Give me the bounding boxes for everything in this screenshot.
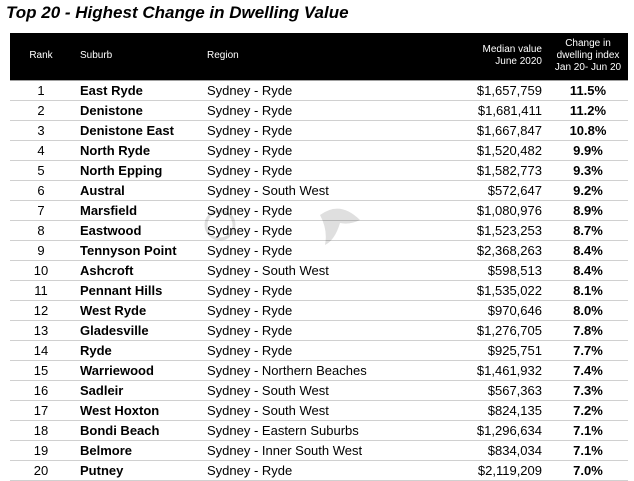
cell-rank: 14 (10, 340, 72, 360)
cell-rank: 17 (10, 400, 72, 420)
header-change-line2: dwelling index (556, 50, 620, 62)
table-row (10, 300, 628, 320)
cell-region: Sydney - Northern Beaches (201, 360, 431, 380)
table-row (10, 400, 628, 420)
dwelling-value-table (10, 33, 628, 481)
cell-suburb: Eastwood (72, 220, 201, 240)
cell-rank: 13 (10, 320, 72, 340)
cell-change: 7.1% (548, 440, 628, 460)
cell-region: Sydney - Ryde (201, 220, 431, 240)
cell-change: 7.4% (548, 360, 628, 380)
cell-median-value: $1,582,773 (431, 160, 548, 180)
cell-rank: 7 (10, 200, 72, 220)
cell-rank: 11 (10, 280, 72, 300)
table-row (10, 360, 628, 380)
table-row (10, 320, 628, 340)
cell-rank: 12 (10, 300, 72, 320)
cell-suburb: Bondi Beach (72, 420, 201, 440)
cell-median-value: $1,667,847 (431, 120, 548, 140)
cell-median-value: $572,647 (431, 180, 548, 200)
header-suburb: Suburb (80, 50, 113, 62)
cell-change: 9.9% (548, 140, 628, 160)
cell-rank: 2 (10, 100, 72, 120)
cell-region: Sydney - Eastern Suburbs (201, 420, 431, 440)
header-median-value-line2: June 2020 (495, 56, 542, 68)
cell-rank: 6 (10, 180, 72, 200)
cell-median-value: $1,276,705 (431, 320, 548, 340)
cell-suburb: Gladesville (72, 320, 201, 340)
cell-region: Sydney - South West (201, 260, 431, 280)
cell-region: Sydney - Ryde (201, 120, 431, 140)
cell-suburb: Ryde (72, 340, 201, 360)
table-row (10, 280, 628, 300)
cell-region: Sydney - Ryde (201, 160, 431, 180)
cell-rank: 18 (10, 420, 72, 440)
cell-median-value: $824,135 (431, 400, 548, 420)
cell-region: Sydney - Ryde (201, 320, 431, 340)
cell-change: 7.3% (548, 380, 628, 400)
cell-region: Sydney - Ryde (201, 80, 431, 100)
cell-suburb: Denistone East (72, 120, 201, 140)
cell-change: 11.2% (548, 100, 628, 120)
cell-rank: 5 (10, 160, 72, 180)
cell-median-value: $598,513 (431, 260, 548, 280)
cell-change: 8.7% (548, 220, 628, 240)
cell-change: 9.2% (548, 180, 628, 200)
cell-median-value: $1,523,253 (431, 220, 548, 240)
cell-region: Sydney - Inner South West (201, 440, 431, 460)
cell-change: 7.1% (548, 420, 628, 440)
cell-median-value: $1,296,634 (431, 420, 548, 440)
cell-change: 7.0% (548, 460, 628, 480)
cell-region: Sydney - Ryde (201, 460, 431, 480)
table-row (10, 160, 628, 180)
cell-median-value: $834,034 (431, 440, 548, 460)
cell-median-value: $2,368,263 (431, 240, 548, 260)
cell-suburb: North Ryde (72, 140, 201, 160)
cell-rank: 19 (10, 440, 72, 460)
cell-change: 7.7% (548, 340, 628, 360)
cell-suburb: Denistone (72, 100, 201, 120)
header-region: Region (207, 50, 239, 62)
cell-region: Sydney - Ryde (201, 200, 431, 220)
table-row (10, 120, 628, 140)
table-row (10, 80, 628, 100)
cell-rank: 9 (10, 240, 72, 260)
table-row (10, 260, 628, 280)
table-row (10, 240, 628, 260)
cell-change: 10.8% (548, 120, 628, 140)
cell-change: 7.2% (548, 400, 628, 420)
cell-suburb: Warriewood (72, 360, 201, 380)
cell-median-value: $1,535,022 (431, 280, 548, 300)
cell-rank: 8 (10, 220, 72, 240)
cell-median-value: $1,657,759 (431, 80, 548, 100)
table-row (10, 380, 628, 400)
cell-suburb: Pennant Hills (72, 280, 201, 300)
cell-suburb: East Ryde (72, 80, 201, 100)
cell-median-value: $925,751 (431, 340, 548, 360)
cell-rank: 10 (10, 260, 72, 280)
table-header (10, 33, 628, 80)
cell-change: 8.4% (548, 240, 628, 260)
cell-change: 8.4% (548, 260, 628, 280)
cell-suburb: Tennyson Point (72, 240, 201, 260)
cell-change: 8.1% (548, 280, 628, 300)
cell-suburb: Ashcroft (72, 260, 201, 280)
cell-region: Sydney - Ryde (201, 100, 431, 120)
cell-suburb: Sadleir (72, 380, 201, 400)
header-row (10, 33, 628, 80)
cell-rank: 3 (10, 120, 72, 140)
cell-region: Sydney - Ryde (201, 140, 431, 160)
cell-region: Sydney - South West (201, 180, 431, 200)
cell-region: Sydney - Ryde (201, 280, 431, 300)
table-row (10, 180, 628, 200)
table-row (10, 100, 628, 120)
cell-rank: 16 (10, 380, 72, 400)
table-row (10, 440, 628, 460)
table-row (10, 460, 628, 480)
cell-rank: 4 (10, 140, 72, 160)
cell-median-value: $2,119,209 (431, 460, 548, 480)
cell-suburb: Belmore (72, 440, 201, 460)
cell-region: Sydney - South West (201, 400, 431, 420)
cell-change: 7.8% (548, 320, 628, 340)
cell-rank: 1 (10, 80, 72, 100)
cell-rank: 15 (10, 360, 72, 380)
cell-rank: 20 (10, 460, 72, 480)
cell-median-value: $1,080,976 (431, 200, 548, 220)
table-body (10, 80, 628, 480)
dwelling-value-table-container (10, 33, 628, 481)
header-change-line3: Jan 20- Jun 20 (554, 62, 622, 74)
cell-median-value: $567,363 (431, 380, 548, 400)
cell-region: Sydney - South West (201, 380, 431, 400)
cell-median-value: $1,461,932 (431, 360, 548, 380)
cell-median-value: $970,646 (431, 300, 548, 320)
cell-change: 8.9% (548, 200, 628, 220)
cell-region: Sydney - Ryde (201, 240, 431, 260)
table-row (10, 420, 628, 440)
cell-suburb: Austral (72, 180, 201, 200)
cell-suburb: West Hoxton (72, 400, 201, 420)
cell-suburb: North Epping (72, 160, 201, 180)
cell-change: 8.0% (548, 300, 628, 320)
cell-region: Sydney - Ryde (201, 340, 431, 360)
cell-region: Sydney - Ryde (201, 300, 431, 320)
cell-median-value: $1,520,482 (431, 140, 548, 160)
cell-change: 9.3% (548, 160, 628, 180)
header-change (548, 33, 628, 80)
table-row (10, 340, 628, 360)
header-median-value (431, 33, 548, 80)
page-title: Top 20 - Highest Change in Dwelling Value (6, 3, 349, 22)
header-change-line1: Change in (565, 38, 611, 50)
cell-suburb: Putney (72, 460, 201, 480)
header-rank: Rank (29, 50, 53, 62)
cell-suburb: West Ryde (72, 300, 201, 320)
table-row (10, 140, 628, 160)
cell-median-value: $1,681,411 (431, 100, 548, 120)
table-row (10, 220, 628, 240)
table-row (10, 200, 628, 220)
header-median-value-line1: Median value (482, 44, 542, 56)
cell-suburb: Marsfield (72, 200, 201, 220)
cell-change: 11.5% (548, 80, 628, 100)
